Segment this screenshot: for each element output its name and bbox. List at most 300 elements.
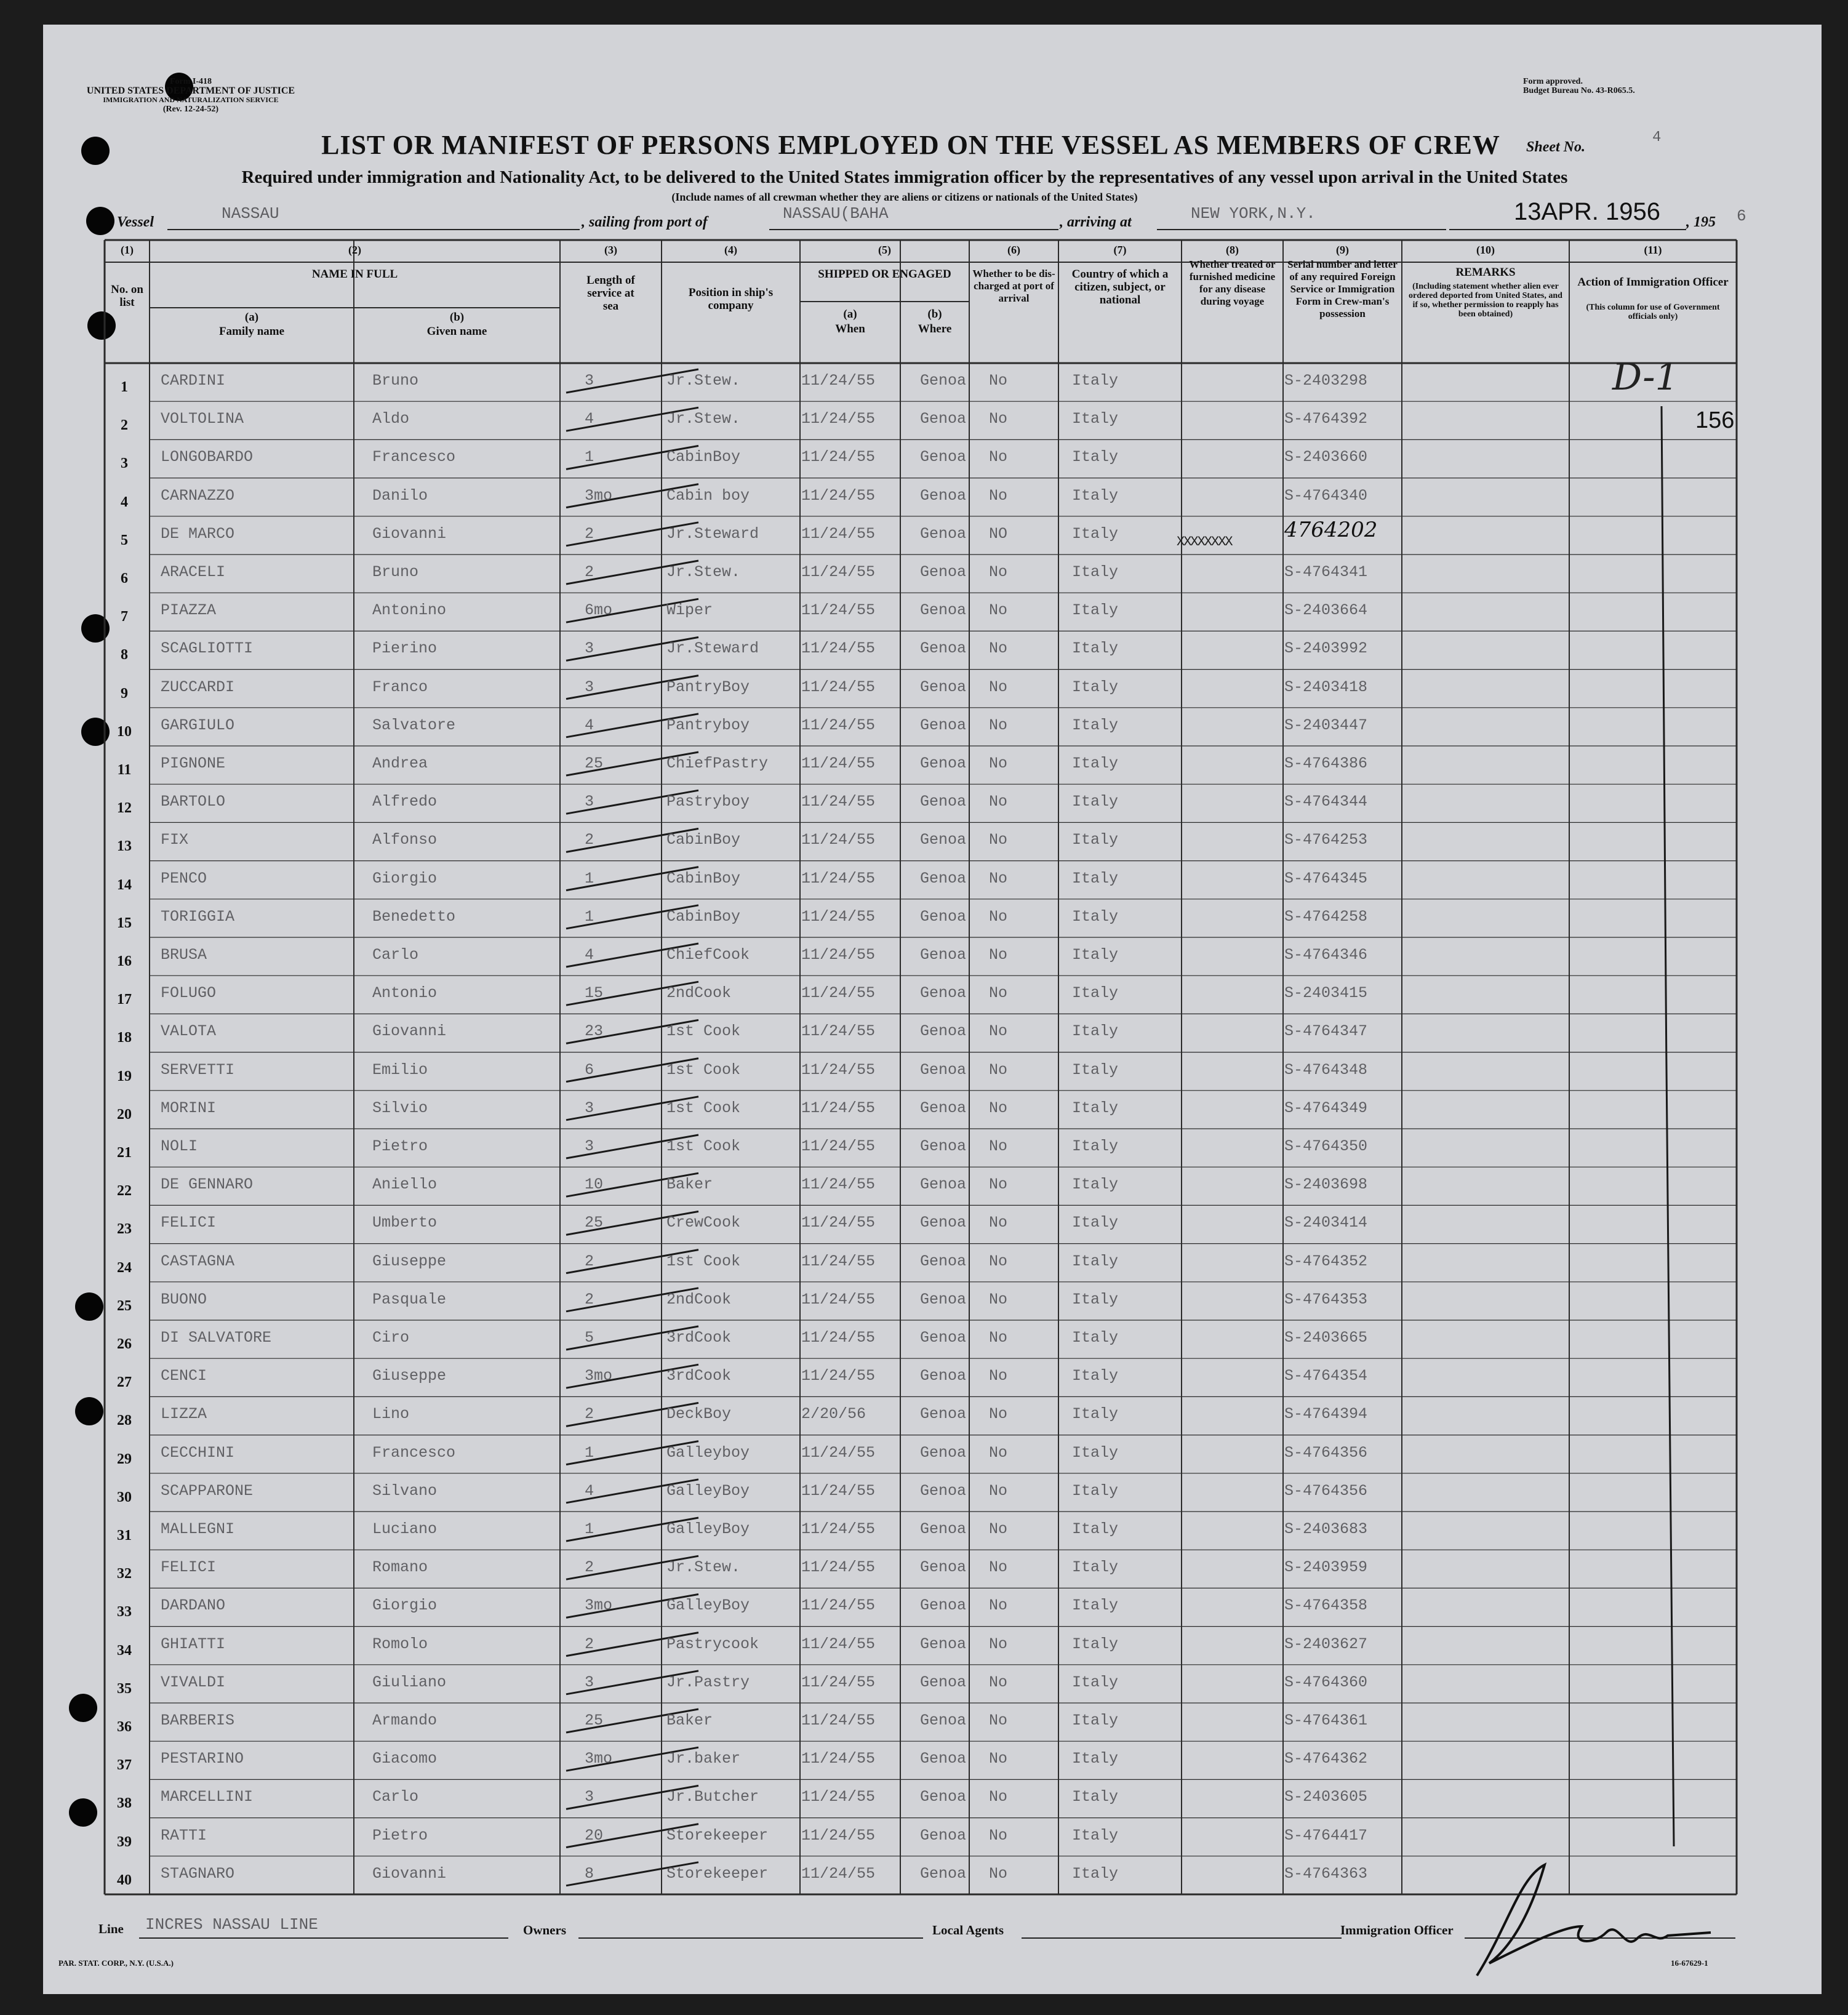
- row-number: 14: [117, 876, 132, 893]
- serial-number: S-2403415: [1284, 984, 1368, 1003]
- position: GalleyBoy: [666, 1596, 750, 1615]
- shipped-where: Genoa: [920, 1214, 967, 1232]
- row-number: 29: [117, 1451, 132, 1467]
- shipped-where: Genoa: [920, 1558, 967, 1577]
- include-note: (Include names of all crewman whether they are aliens or citizens or nationals of the United States): [671, 191, 1138, 203]
- given-name: Umberto: [372, 1214, 438, 1232]
- country: Italy: [1072, 793, 1119, 811]
- serial-number: S-2403627: [1284, 1635, 1368, 1653]
- action-header: Action of Immigration Officer: [1577, 276, 1729, 289]
- vessel-name: NASSAU: [222, 204, 279, 223]
- position: ChiefCook: [666, 946, 750, 964]
- length-of-service: 4: [585, 946, 594, 964]
- discharge-status: No: [989, 1329, 1008, 1347]
- country: Italy: [1072, 1673, 1119, 1691]
- remarks-note: (Including statement whether alien ever ordered deported from United States, and if so, whether permission to reapply has been obtained): [1409, 282, 1562, 319]
- remarks-header: REMARKS: [1455, 266, 1516, 279]
- serial-number: S-4764363: [1284, 1864, 1368, 1883]
- discharge-status: No: [989, 755, 1008, 772]
- given-name: Giovanni: [372, 1864, 447, 1883]
- shipped-where: Genoa: [920, 1712, 967, 1729]
- position: 1st Cook: [666, 1099, 741, 1117]
- discharge-status: No: [989, 1367, 1008, 1385]
- discharge-status: No: [989, 639, 1008, 658]
- owners-label: Owners: [523, 1923, 566, 1937]
- country: Italy: [1072, 1060, 1119, 1079]
- given-name: Benedetto: [372, 907, 456, 926]
- family-name: MALLEGNI: [161, 1520, 235, 1538]
- immigration-officer-label: Immigration Officer: [1340, 1923, 1454, 1937]
- country: Italy: [1072, 448, 1119, 467]
- row-number: 22: [117, 1183, 132, 1200]
- country: Italy: [1072, 563, 1119, 581]
- shipped-where: Genoa: [920, 1826, 967, 1845]
- row-number: 15: [117, 915, 132, 931]
- country: Italy: [1072, 907, 1119, 926]
- length-of-service: 3mo: [585, 1367, 613, 1385]
- sheet-number-label: Sheet No.: [1526, 139, 1585, 155]
- given-name: Francesco: [372, 1443, 456, 1462]
- given-name: Antonio: [372, 984, 438, 1003]
- length-of-service: 3mo: [585, 1750, 613, 1768]
- position: CabinBoy: [666, 907, 741, 926]
- shipped-where: Genoa: [920, 639, 967, 658]
- serial-number: S-2403698: [1284, 1176, 1368, 1194]
- family-name: MORINI: [161, 1099, 217, 1117]
- given-name: Giacomo: [372, 1750, 438, 1768]
- shipped-where: Genoa: [920, 372, 967, 390]
- position: GalleyBoy: [666, 1520, 750, 1538]
- length-of-service: 1: [585, 869, 594, 887]
- family-name: VALOTA: [161, 1022, 217, 1041]
- shipped-where: Genoa: [920, 1405, 967, 1424]
- row-number: 8: [121, 647, 128, 663]
- form-print-code: 16-67629-1: [1671, 1958, 1708, 1968]
- position: Jr.baker: [666, 1750, 741, 1768]
- discharge-status: No: [989, 1558, 1008, 1577]
- row-number: 35: [117, 1680, 132, 1697]
- discharge-status: No: [989, 678, 1008, 696]
- position: DeckBoy: [666, 1405, 732, 1424]
- year-prefix: , 195: [1686, 214, 1716, 230]
- position: CabinBoy: [666, 831, 741, 849]
- family-name: CARDINI: [161, 372, 226, 390]
- year-suffix: 6: [1737, 207, 1746, 225]
- shipped-when: 2/20/56: [801, 1405, 866, 1424]
- serial-number: S-2403665: [1284, 1329, 1368, 1347]
- discharge-status: No: [989, 1099, 1008, 1117]
- family-name: GHIATTI: [161, 1635, 226, 1653]
- arriving-label: , arriving at: [1060, 214, 1132, 230]
- shipped-when: 11/24/55: [801, 639, 876, 658]
- serial-number: S-2403447: [1284, 716, 1368, 734]
- length-of-service: 2: [585, 563, 594, 581]
- shipped-where: Genoa: [920, 869, 967, 887]
- row-number: 36: [117, 1719, 132, 1735]
- row-number: 28: [117, 1412, 132, 1429]
- country: Italy: [1072, 1864, 1119, 1883]
- shipped-where: Genoa: [920, 1864, 967, 1883]
- given-name: Bruno: [372, 563, 419, 581]
- country: Italy: [1072, 1596, 1119, 1615]
- given-name-letter: (b): [449, 311, 465, 324]
- given-name: Giovanni: [372, 1022, 447, 1041]
- family-name: BARBERIS: [161, 1712, 235, 1729]
- row-number: 21: [117, 1145, 132, 1161]
- shipped-when: 11/24/55: [801, 793, 876, 811]
- country: Italy: [1072, 1214, 1119, 1232]
- column-number: (6): [1007, 244, 1020, 256]
- shipped-where: Genoa: [920, 1022, 967, 1041]
- serial-number: S-4764361: [1284, 1712, 1368, 1729]
- shipped-when: 11/24/55: [801, 1099, 876, 1117]
- row5-medicine-strike: XXXXXXXX: [1177, 534, 1232, 550]
- position: Galleyboy: [666, 1443, 750, 1462]
- family-name: TORIGGIA: [161, 907, 235, 926]
- row-number: 17: [117, 991, 132, 1008]
- family-name: GARGIULO: [161, 716, 235, 734]
- shipped-when: 11/24/55: [801, 1290, 876, 1308]
- discharge-status: No: [989, 486, 1008, 505]
- family-name: VOLTOLINA: [161, 410, 244, 428]
- shipped-when: 11/24/55: [801, 1137, 876, 1155]
- country: Italy: [1072, 755, 1119, 772]
- position: ChiefPastry: [666, 755, 769, 772]
- shipped-when: 11/24/55: [801, 1750, 876, 1768]
- discharge-status: No: [989, 1673, 1008, 1691]
- discharge-status: No: [989, 1864, 1008, 1883]
- country: Italy: [1072, 946, 1119, 964]
- position: Storekeeper: [666, 1826, 769, 1845]
- shipped-when: 11/24/55: [801, 486, 876, 505]
- position: 1st Cook: [666, 1060, 741, 1079]
- shipped-when: 11/24/55: [801, 524, 876, 543]
- shipped-where: Genoa: [920, 1329, 967, 1347]
- action-note: (This column for use of Government officials only): [1586, 303, 1720, 321]
- country: Italy: [1072, 601, 1119, 620]
- given-name: Giuseppe: [372, 1252, 447, 1270]
- given-name: Silvano: [372, 1481, 438, 1500]
- row-number: 6: [121, 571, 128, 587]
- serial-number: S-4764253: [1284, 831, 1368, 849]
- position: 3rdCook: [666, 1367, 732, 1385]
- discharge-status: No: [989, 1060, 1008, 1079]
- position: Pantryboy: [666, 716, 750, 734]
- page-title: LIST OR MANIFEST OF PERSONS EMPLOYED ON THE VESSEL AS MEMBERS OF CREW: [321, 130, 1500, 160]
- row-number: 38: [117, 1795, 132, 1812]
- length-of-service: 2: [585, 1252, 594, 1270]
- country: Italy: [1072, 678, 1119, 696]
- country: Italy: [1072, 1750, 1119, 1768]
- shipped-where: Genoa: [920, 1635, 967, 1653]
- serial-number: S-2403959: [1284, 1558, 1368, 1577]
- row-number: 4: [121, 494, 128, 510]
- country: Italy: [1072, 1099, 1119, 1117]
- action-count: 156: [1695, 407, 1735, 433]
- discharged-header: Whether to be dis-charged at port of arrival: [972, 268, 1055, 304]
- family-name: CARNAZZO: [161, 486, 235, 505]
- shipped-where: Genoa: [920, 946, 967, 964]
- position: Baker: [666, 1712, 713, 1729]
- given-name: Bruno: [372, 372, 419, 390]
- column-number: (8): [1226, 244, 1239, 256]
- family-name: ARACELI: [161, 563, 226, 581]
- discharge-status: No: [989, 1252, 1008, 1270]
- discharge-status: No: [989, 372, 1008, 390]
- service-name: IMMIGRATION AND NATURALIZATION SERVICE: [103, 95, 279, 104]
- given-name: Alfredo: [372, 793, 438, 811]
- row-number: 16: [117, 953, 132, 969]
- sailing-label: , sailing from port of: [582, 214, 708, 230]
- given-name: Romolo: [372, 1635, 428, 1653]
- family-name: DE GENNARO: [161, 1176, 254, 1194]
- given-name: Romano: [372, 1558, 428, 1577]
- serial-number: S-4764258: [1284, 907, 1368, 926]
- shipped-when: 11/24/55: [801, 1252, 876, 1270]
- shipped-where: Genoa: [920, 984, 967, 1003]
- family-name: LONGOBARDO: [161, 448, 254, 467]
- sheet-number-value: 4: [1652, 129, 1662, 146]
- column-number: (11): [1644, 244, 1662, 256]
- position: CrewCook: [666, 1214, 741, 1232]
- shipped-where: Genoa: [920, 1137, 967, 1155]
- country: Italy: [1072, 1635, 1119, 1653]
- given-name: Pietro: [372, 1826, 428, 1845]
- country: Italy: [1072, 524, 1119, 543]
- shipped-when: 11/24/55: [801, 1864, 876, 1883]
- shipped-when: 11/24/55: [801, 1520, 876, 1538]
- length-of-service: 3: [585, 678, 594, 696]
- row-number: 13: [117, 838, 132, 855]
- family-name: BARTOLO: [161, 793, 226, 811]
- length-of-service: 3: [585, 1137, 594, 1155]
- shipped-when: 11/24/55: [801, 678, 876, 696]
- family-name: FELICI: [161, 1558, 217, 1577]
- position: Cabin boy: [666, 486, 750, 505]
- row-number: 34: [117, 1642, 132, 1659]
- shipped-when: 11/24/55: [801, 946, 876, 964]
- position: Baker: [666, 1176, 713, 1194]
- shipped-where: Genoa: [920, 448, 967, 467]
- row-number: 19: [117, 1068, 132, 1084]
- family-name: DI SALVATORE: [161, 1329, 272, 1347]
- shipped-engaged-header: SHIPPED OR ENGAGED: [818, 268, 951, 281]
- length-of-service: 2: [585, 831, 594, 849]
- country: Italy: [1072, 1405, 1119, 1424]
- position: Jr.Stew.: [666, 563, 741, 581]
- shipped-where: Genoa: [920, 1367, 967, 1385]
- length-of-service: 23: [585, 1022, 604, 1041]
- serial-number: S-4764353: [1284, 1290, 1368, 1308]
- shipped-when: 11/24/55: [801, 1673, 876, 1691]
- row-number: 11: [117, 762, 132, 778]
- family-name: CENCI: [161, 1367, 207, 1385]
- serial-number: S-4764392: [1284, 410, 1368, 428]
- given-name: Franco: [372, 678, 428, 696]
- shipped-when: 11/24/55: [801, 1712, 876, 1729]
- discharge-status: No: [989, 410, 1008, 428]
- shipped-where: Genoa: [920, 410, 967, 428]
- position: Wiper: [666, 601, 713, 620]
- length-of-service: 25: [585, 755, 604, 772]
- department-name: UNITED STATES DEPARTMENT OF JUSTICE: [86, 86, 295, 96]
- position: 1st Cook: [666, 1022, 741, 1041]
- position: CabinBoy: [666, 448, 741, 467]
- position: Jr.Steward: [666, 524, 759, 543]
- given-name-header: Given name: [426, 325, 487, 338]
- position: CabinBoy: [666, 869, 741, 887]
- family-name: BUONO: [161, 1290, 207, 1308]
- serial-number: S-4764362: [1284, 1750, 1368, 1768]
- family-name: NOLI: [161, 1137, 198, 1155]
- serial-number: S-4764360: [1284, 1673, 1368, 1691]
- shipped-where: Genoa: [920, 524, 967, 543]
- family-name: RATTI: [161, 1826, 207, 1845]
- length-of-service: 1: [585, 1443, 594, 1462]
- shipped-when: 11/24/55: [801, 1788, 876, 1806]
- column-number: (4): [724, 244, 737, 256]
- position: Jr.Steward: [666, 639, 759, 658]
- country: Italy: [1072, 1558, 1119, 1577]
- length-of-service: 15: [585, 984, 604, 1003]
- row-number: 30: [117, 1489, 132, 1505]
- no-on-list-header: No. on list: [111, 283, 143, 309]
- serial-number: S-4764344: [1284, 793, 1368, 811]
- length-of-service: 3: [585, 1099, 594, 1117]
- position: Pastryboy: [666, 793, 750, 811]
- departure-port: NASSAU(BAHA: [783, 204, 889, 223]
- given-name: Emilio: [372, 1060, 428, 1079]
- country-header: Country of which a citizen, subject, or national: [1071, 268, 1169, 306]
- family-name: ZUCCARDI: [161, 678, 235, 696]
- discharge-status: No: [989, 1443, 1008, 1462]
- shipped-when: 11/24/55: [801, 601, 876, 620]
- shipped-when: 11/24/55: [801, 1060, 876, 1079]
- row-number: 33: [117, 1604, 132, 1620]
- discharge-status: No: [989, 1290, 1008, 1308]
- discharge-status: No: [989, 601, 1008, 620]
- row-number: 3: [121, 455, 128, 472]
- family-name: PIGNONE: [161, 755, 226, 772]
- shipped-where: Genoa: [920, 678, 967, 696]
- family-name: FOLUGO: [161, 984, 217, 1003]
- row-number: 40: [117, 1872, 132, 1888]
- length-of-service: 3mo: [585, 1596, 613, 1615]
- given-name: Giuseppe: [372, 1367, 447, 1385]
- shipped-where: Genoa: [920, 1520, 967, 1538]
- shipped-when: 11/24/55: [801, 1329, 876, 1347]
- given-name: Pierino: [372, 639, 438, 658]
- serial-number: S-2403664: [1284, 601, 1368, 620]
- country: Italy: [1072, 1176, 1119, 1194]
- row-number: 25: [117, 1297, 132, 1314]
- row-number: 9: [121, 685, 128, 702]
- family-name: CASTAGNA: [161, 1252, 235, 1270]
- where-letter: (b): [927, 308, 942, 321]
- family-name: CECCHINI: [161, 1443, 235, 1462]
- family-name: BRUSA: [161, 946, 207, 964]
- action-mark: D-1: [1612, 356, 1679, 399]
- length-of-service: 3: [585, 1673, 594, 1691]
- serial-number: 4764202: [1284, 517, 1378, 542]
- position: Jr.Stew.: [666, 410, 741, 428]
- position: 2ndCook: [666, 1290, 732, 1308]
- length-of-service: 2: [585, 1635, 594, 1653]
- length-of-service: 25: [585, 1214, 604, 1232]
- discharge-status: No: [989, 946, 1008, 964]
- length-of-service: 3: [585, 372, 594, 390]
- discharge-status: No: [989, 1214, 1008, 1232]
- family-name: PENCO: [161, 869, 207, 887]
- arrival-date-stamp: 13APR. 1956: [1514, 198, 1660, 225]
- country: Italy: [1072, 1520, 1119, 1538]
- discharge-status: No: [989, 563, 1008, 581]
- shipped-where: Genoa: [920, 1750, 967, 1768]
- country: Italy: [1072, 716, 1119, 734]
- column-number: (3): [604, 244, 617, 256]
- serial-number: S-4764354: [1284, 1367, 1368, 1385]
- discharge-status: No: [989, 1022, 1008, 1041]
- shipped-where: Genoa: [920, 1481, 967, 1500]
- shipped-when: 11/24/55: [801, 1826, 876, 1845]
- family-name: FIX: [161, 831, 189, 849]
- column-number: (9): [1336, 244, 1349, 256]
- row-number: 37: [117, 1757, 132, 1774]
- position: 2ndCook: [666, 984, 732, 1003]
- shipped-where: Genoa: [920, 1099, 967, 1117]
- family-name: MARCELLINI: [161, 1788, 254, 1806]
- column-number: (7): [1113, 244, 1127, 256]
- discharge-status: No: [989, 984, 1008, 1003]
- length-of-service: 3: [585, 639, 594, 658]
- vessel-label: Vessel: [117, 214, 154, 230]
- position: Jr.Butcher: [666, 1788, 759, 1806]
- serial-number: S-4764349: [1284, 1099, 1368, 1117]
- country: Italy: [1072, 1443, 1119, 1462]
- row-number: 32: [117, 1566, 132, 1582]
- column-number: (2): [348, 244, 361, 256]
- row-number: 27: [117, 1374, 132, 1391]
- family-name: DE MARCO: [161, 524, 235, 543]
- family-name: DARDANO: [161, 1596, 226, 1615]
- shipped-when: 11/24/55: [801, 984, 876, 1003]
- discharge-status: No: [989, 831, 1008, 849]
- country: Italy: [1072, 372, 1119, 390]
- country: Italy: [1072, 410, 1119, 428]
- shipped-where: Genoa: [920, 1596, 967, 1615]
- given-name: Aniello: [372, 1176, 438, 1194]
- country: Italy: [1072, 1329, 1119, 1347]
- length-of-service: 2: [585, 1558, 594, 1577]
- length-of-service: 2: [585, 1290, 594, 1308]
- form-approved: Form approved.: [1523, 77, 1583, 86]
- country: Italy: [1072, 486, 1119, 505]
- serial-number: S-4764350: [1284, 1137, 1368, 1155]
- serial-number: S-4764341: [1284, 563, 1368, 581]
- given-name: Giorgio: [372, 869, 438, 887]
- country: Italy: [1072, 1481, 1119, 1500]
- discharge-status: No: [989, 1788, 1008, 1806]
- row-number: 12: [117, 800, 132, 817]
- shipped-where: Genoa: [920, 486, 967, 505]
- family-name: PIAZZA: [161, 601, 217, 620]
- shipped-when: 11/24/55: [801, 869, 876, 887]
- when-letter: (a): [843, 308, 857, 321]
- position: Storekeeper: [666, 1864, 769, 1883]
- length-of-service: 25: [585, 1712, 604, 1729]
- shipped-where: Genoa: [920, 831, 967, 849]
- discharge-status: No: [989, 448, 1008, 467]
